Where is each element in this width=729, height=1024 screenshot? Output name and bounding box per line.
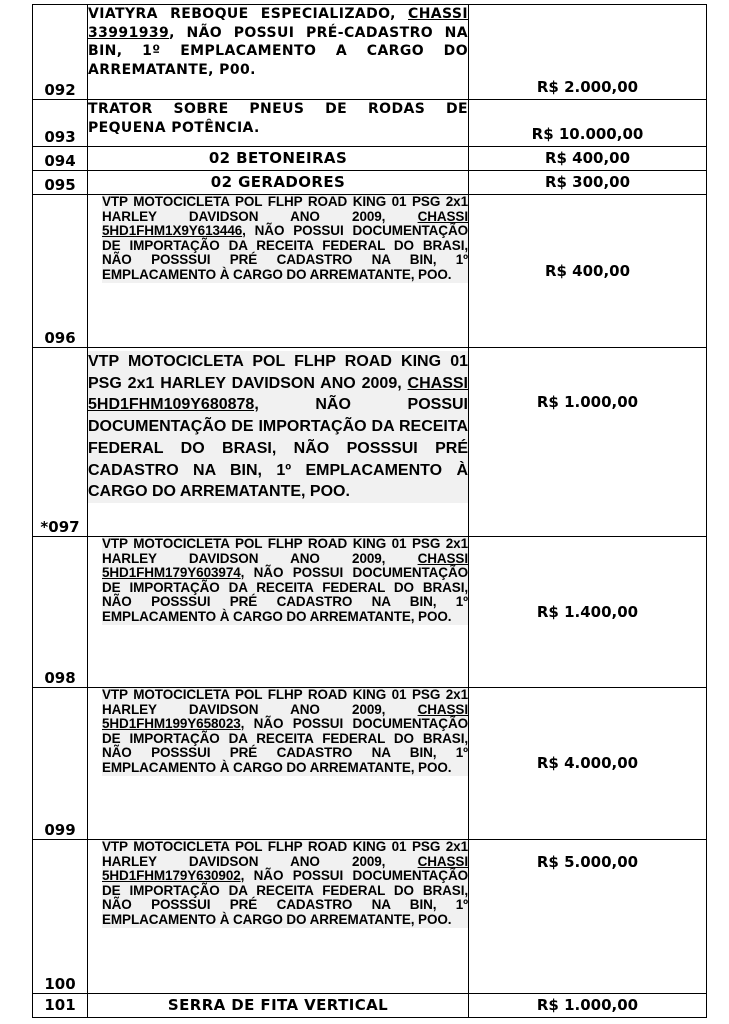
lot-description: SERRA DE FITA VERTICAL [88, 994, 469, 1018]
lot-description [88, 5, 469, 100]
lot-number: 099 [33, 688, 88, 840]
chassi-number: CHASSI 33991939 [88, 6, 468, 41]
chassi-number: CHASSI 5HD1FHM179Y630902 [102, 853, 468, 884]
table-row [33, 348, 707, 537]
lot-number: 098 [33, 537, 88, 688]
description-text: NÃO POSSUI DOCUMENTAÇÃO DE IMPORTAÇÃO DA RECEITA FEDERAL DO BRASI, NÃO POSSSUI PRÉ CADASTRO NA BIN, 1º EMPLACAMENTO À CARGO DO ARREMATANTE, POO. [88, 396, 468, 501]
table-row [33, 840, 707, 994]
description-text: VTP MOTOCICLETA POL FLHP ROAD KING 01 PSG 2x1 HARLEY DAVIDSON ANO 2009, [102, 194, 468, 224]
description-text: , NÃO POSSUI DOCUMENTAÇÃO DE IMPORTAÇÃO DA RECEITA FEDERAL DO BRASI, NÃO POSSSUI PRÉ CADASTRO NA BIN, 1º EMPLACAMENTO À CARGO DO ARREMATANTE, POO. [102, 565, 468, 624]
table-row [33, 171, 707, 195]
description-text: VIATYRA REBOQUE ESPECIALIZADO, [88, 6, 409, 22]
table-row [33, 195, 707, 348]
lot-number: 100 [33, 840, 88, 994]
lot-number: 101 [33, 994, 88, 1018]
lot-price: R$ 1.400,00 [469, 537, 707, 688]
lot-price: R$ 300,00 [469, 171, 707, 195]
lot-description: 02 GERADORES [88, 171, 469, 195]
lot-description [88, 348, 469, 537]
lot-price: R$ 10.000,00 [469, 100, 707, 147]
lot-number: 094 [33, 147, 88, 171]
table-row [33, 537, 707, 688]
table-row [33, 688, 707, 840]
chassi-number: CHASSI 5HD1FHM109Y680878, [88, 374, 468, 414]
lot-price: R$ 5.000,00 [469, 840, 707, 994]
lot-number: *097 [33, 348, 88, 537]
lot-description [88, 537, 469, 688]
lot-number: 096 [33, 195, 88, 348]
table-row [33, 994, 707, 1018]
description-text: VTP MOTOCICLETA POL FLHP ROAD KING 01 PSG 2x1 HARLEY DAVIDSON ANO 2009, [102, 536, 468, 566]
lot-description [88, 840, 469, 994]
description-text: TRATOR SOBRE PNEUS DE RODAS DE PEQUENA POTÊNCIA. [88, 101, 468, 136]
table-row [33, 5, 707, 100]
lot-description: 02 BETONEIRAS [88, 147, 469, 171]
lot-price: R$ 2.000,00 [469, 5, 707, 100]
description-text: , NÃO POSSUI DOCUMENTAÇÃO DE IMPORTAÇÃO DA RECEITA FEDERAL DO BRASI, NÃO POSSSUI PRÉ CADASTRO NA BIN, 1º EMPLACAMENTO À CARGO DO ARREMATANTE, POO. [102, 716, 468, 775]
lot-number: 093 [33, 100, 88, 147]
lot-price: R$ 4.000,00 [469, 688, 707, 840]
chassi-number: CHASSI 5HD1FHM1X9Y613446 [102, 208, 468, 239]
lot-description [88, 195, 469, 348]
description-text: VTP MOTOCICLETA POL FLHP ROAD KING 01 PSG 2x1 HARLEY DAVIDSON ANO 2009, [102, 687, 468, 717]
lot-number: 095 [33, 171, 88, 195]
lot-description [88, 688, 469, 840]
chassi-number: CHASSI 5HD1FHM179Y603974 [102, 550, 468, 581]
auction-lots-table [32, 4, 707, 1018]
description-text: VTP MOTOCICLETA POL FLHP ROAD KING 01 PSG 2x1 HARLEY DAVIDSON ANO 2009, [88, 353, 468, 392]
description-text: , NÃO POSSUI DOCUMENTAÇÃO DE IMPORTAÇÃO DA RECEITA FEDERAL DO BRASI, NÃO POSSSUI PRÉ CADASTRO NA BIN, 1º EMPLACAMENTO À CARGO DO ARREMATANTE, POO. [102, 223, 468, 282]
description-text: VTP MOTOCICLETA POL FLHP ROAD KING 01 PSG 2x1 HARLEY DAVIDSON ANO 2009, [102, 839, 468, 869]
lot-price: R$ 1.000,00 [469, 994, 707, 1018]
lot-number: 092 [33, 5, 88, 100]
lot-price: R$ 400,00 [469, 147, 707, 171]
description-text: , NÃO POSSUI DOCUMENTAÇÃO DE IMPORTAÇÃO DA RECEITA FEDERAL DO BRASI, NÃO POSSSUI PRÉ CADASTRO NA BIN, 1º EMPLACAMENTO À CARGO DO ARREMATANTE, POO. [102, 868, 468, 927]
description-text: , NÃO POSSUI PRÉ-CADASTRO NA BIN, 1º EMPLACAMENTO A CARGO DO ARREMATANTE, P00. [88, 24, 468, 78]
lot-price: R$ 400,00 [469, 195, 707, 348]
chassi-number: CHASSI 5HD1FHM199Y658023 [102, 701, 468, 732]
lot-price: R$ 1.000,00 [469, 348, 707, 537]
table-row [33, 147, 707, 171]
lot-description [88, 100, 469, 147]
table-row [33, 100, 707, 147]
